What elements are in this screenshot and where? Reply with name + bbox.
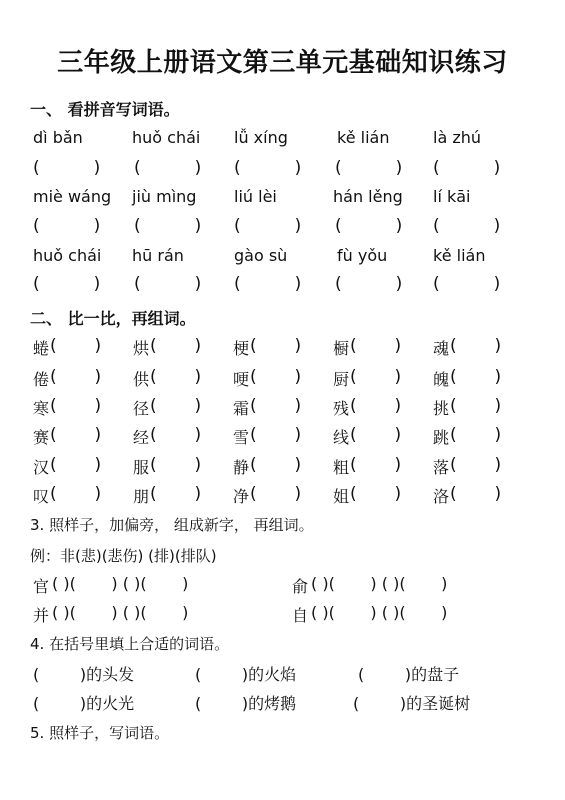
compare-char: 服 bbox=[133, 458, 150, 477]
answer-blank[interactable]: ( ) bbox=[134, 158, 202, 178]
pinyin: hū rán bbox=[132, 246, 184, 265]
compare-char: 挑 bbox=[433, 399, 450, 418]
answer-blank-row bbox=[0, 158, 565, 180]
answer-blank[interactable]: ( ) bbox=[450, 367, 502, 387]
compare-char: 线 bbox=[333, 428, 350, 447]
answer-blank[interactable]: ( ) bbox=[250, 425, 302, 445]
compare-char: 魄 bbox=[433, 370, 450, 389]
fill-blank-item[interactable]: ( )的烤鹅 bbox=[195, 694, 297, 713]
base-char: 自 bbox=[292, 606, 309, 625]
compare-char: 倦 bbox=[33, 370, 50, 389]
fill-blank-item[interactable]: ( )的火焰 bbox=[195, 665, 297, 684]
compare-row bbox=[0, 484, 565, 506]
section-3-example: 例：非(悲)(悲伤) (排)(排队) bbox=[30, 547, 217, 565]
pinyin: liú lèi bbox=[234, 187, 277, 206]
compare-char: 橱 bbox=[333, 339, 350, 358]
compare-char: 供 bbox=[133, 370, 150, 389]
answer-blank[interactable]: ( )( ) ( )( ) bbox=[311, 603, 448, 622]
compare-row bbox=[0, 425, 565, 447]
pinyin: jiù mìng bbox=[132, 187, 197, 206]
pinyin: là zhú bbox=[433, 128, 482, 147]
answer-blank[interactable]: ( ) bbox=[335, 216, 403, 236]
pinyin: kě lián bbox=[433, 246, 486, 265]
pinyin-row bbox=[0, 128, 565, 150]
pinyin: dì bǎn bbox=[33, 128, 83, 147]
compare-char: 赛 bbox=[33, 428, 50, 447]
compare-char: 寒 bbox=[33, 399, 50, 418]
answer-blank[interactable]: ( ) bbox=[450, 425, 502, 445]
pinyin: fù yǒu bbox=[337, 246, 388, 265]
compare-char: 烘 bbox=[133, 339, 150, 358]
compare-char: 雪 bbox=[233, 428, 250, 447]
answer-blank[interactable]: ( )( ) ( )( ) bbox=[52, 603, 189, 622]
answer-blank[interactable]: ( ) bbox=[234, 158, 302, 178]
pinyin: lǚ xíng bbox=[234, 128, 288, 147]
page-title: 三年级上册语文第三单元基础知识练习 bbox=[57, 48, 508, 78]
compare-row bbox=[0, 336, 565, 358]
answer-blank[interactable]: ( )( ) ( )( ) bbox=[52, 574, 189, 593]
fill-row bbox=[0, 662, 565, 684]
compare-char: 径 bbox=[133, 399, 150, 418]
base-char: 官 bbox=[33, 577, 50, 596]
answer-blank[interactable]: ( ) bbox=[350, 455, 402, 475]
answer-blank[interactable]: ( ) bbox=[450, 396, 502, 416]
answer-blank[interactable]: ( ) bbox=[50, 367, 102, 387]
pinyin: gào sù bbox=[234, 246, 288, 265]
compare-char: 厨 bbox=[333, 370, 350, 389]
compare-char: 洛 bbox=[433, 487, 450, 506]
answer-blank[interactable]: ( ) bbox=[450, 336, 502, 356]
answer-blank[interactable]: ( ) bbox=[50, 425, 102, 445]
compare-char: 叹 bbox=[33, 487, 50, 506]
section-4-heading: 4. 在括号里填上合适的词语。 bbox=[30, 635, 230, 653]
answer-blank[interactable]: ( )( ) ( )( ) bbox=[311, 574, 448, 593]
answer-blank[interactable]: ( ) bbox=[33, 158, 101, 178]
answer-blank[interactable]: ( ) bbox=[134, 274, 202, 294]
answer-blank[interactable]: ( ) bbox=[250, 336, 302, 356]
answer-blank[interactable]: ( ) bbox=[33, 216, 101, 236]
answer-blank[interactable]: ( ) bbox=[33, 274, 101, 294]
answer-blank[interactable]: ( ) bbox=[335, 158, 403, 178]
answer-blank[interactable]: ( ) bbox=[350, 425, 402, 445]
answer-blank[interactable]: ( ) bbox=[350, 484, 402, 504]
pinyin: lí kāi bbox=[433, 187, 471, 206]
compare-char: 蜷 bbox=[33, 339, 50, 358]
fill-blank-item[interactable]: ( )的盘子 bbox=[358, 665, 460, 684]
compare-char: 残 bbox=[333, 399, 350, 418]
answer-blank[interactable]: ( ) bbox=[433, 158, 501, 178]
section-3-heading: 3. 照样子，加偏旁， 组成新字， 再组词。 bbox=[30, 516, 314, 534]
answer-blank[interactable]: ( ) bbox=[50, 484, 102, 504]
pinyin: hán lěng bbox=[333, 187, 403, 206]
answer-blank-row bbox=[0, 216, 565, 238]
pinyin-row bbox=[0, 246, 565, 268]
fill-blank-item[interactable]: ( )的头发 bbox=[33, 665, 135, 684]
compare-char: 经 bbox=[133, 428, 150, 447]
answer-blank[interactable]: ( ) bbox=[350, 367, 402, 387]
answer-blank[interactable]: ( ) bbox=[335, 274, 403, 294]
pinyin: miè wáng bbox=[33, 187, 112, 206]
compare-char: 净 bbox=[233, 487, 250, 506]
answer-blank[interactable]: ( ) bbox=[150, 484, 202, 504]
answer-blank[interactable]: ( ) bbox=[433, 274, 501, 294]
compare-char: 魂 bbox=[433, 339, 450, 358]
compare-char: 梗 bbox=[233, 339, 250, 358]
compare-char: 霜 bbox=[233, 399, 250, 418]
section-1-heading: 一、 看拼音写词语。 bbox=[30, 100, 180, 119]
compare-row bbox=[0, 367, 565, 389]
section-2-heading: 二、 比一比，再组词。 bbox=[30, 309, 196, 328]
answer-blank[interactable]: ( ) bbox=[250, 396, 302, 416]
answer-blank[interactable]: ( ) bbox=[50, 455, 102, 475]
compare-char: 落 bbox=[433, 458, 450, 477]
compare-char: 姐 bbox=[333, 487, 350, 506]
compare-char: 朋 bbox=[133, 487, 150, 506]
answer-blank[interactable]: ( ) bbox=[234, 274, 302, 294]
answer-blank[interactable]: ( ) bbox=[350, 336, 402, 356]
answer-blank[interactable]: ( ) bbox=[134, 216, 202, 236]
answer-blank[interactable]: ( ) bbox=[150, 396, 202, 416]
answer-blank[interactable]: ( ) bbox=[250, 455, 302, 475]
answer-blank[interactable]: ( ) bbox=[150, 455, 202, 475]
answer-blank[interactable]: ( ) bbox=[150, 367, 202, 387]
answer-blank[interactable]: ( ) bbox=[150, 336, 202, 356]
answer-blank[interactable]: ( ) bbox=[450, 484, 502, 504]
answer-blank[interactable]: ( ) bbox=[50, 396, 102, 416]
answer-blank[interactable]: ( ) bbox=[350, 396, 402, 416]
fill-blank-item[interactable]: ( )的火光 bbox=[33, 694, 135, 713]
compare-char: 静 bbox=[233, 458, 250, 477]
answer-blank-row bbox=[0, 274, 565, 296]
compare-char: 汉 bbox=[33, 458, 50, 477]
answer-blank[interactable]: ( ) bbox=[150, 425, 202, 445]
compare-char: 跳 bbox=[433, 428, 450, 447]
answer-blank[interactable]: ( ) bbox=[250, 484, 302, 504]
compare-char: 粗 bbox=[333, 458, 350, 477]
fill-blank-item[interactable]: ( )的圣诞树 bbox=[353, 694, 471, 713]
pinyin: huǒ chái bbox=[132, 128, 201, 147]
answer-blank[interactable]: ( ) bbox=[450, 455, 502, 475]
base-char: 并 bbox=[33, 606, 50, 625]
answer-blank[interactable]: ( ) bbox=[234, 216, 302, 236]
compare-row bbox=[0, 455, 565, 477]
section-5-heading: 5. 照样子，写词语。 bbox=[30, 724, 170, 742]
pinyin: kě lián bbox=[337, 128, 390, 147]
answer-blank[interactable]: ( ) bbox=[50, 336, 102, 356]
answer-blank[interactable]: ( ) bbox=[250, 367, 302, 387]
compare-char: 哽 bbox=[233, 370, 250, 389]
base-char: 俞 bbox=[292, 577, 309, 596]
pinyin-row bbox=[0, 187, 565, 209]
compare-row bbox=[0, 396, 565, 418]
radical-row bbox=[0, 574, 565, 596]
pinyin: huǒ chái bbox=[33, 246, 102, 265]
answer-blank[interactable]: ( ) bbox=[433, 216, 501, 236]
radical-row bbox=[0, 603, 565, 625]
fill-row bbox=[0, 691, 565, 713]
